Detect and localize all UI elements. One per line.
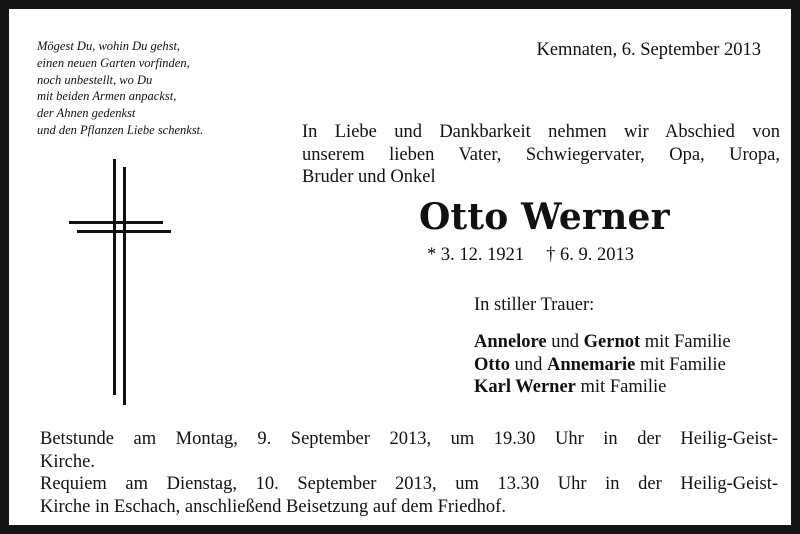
farewell-line: In Liebe und Dankbarkeit nehmen wir Abschied von [302,122,780,142]
farewell-text [302,121,780,189]
poem-line: einen neuen Garten vorfinden, [37,55,190,70]
mourner-entry [474,376,731,399]
mourners-list [474,331,731,399]
deceased-name: Otto Werner [419,196,670,238]
poem-line: Mögest Du, wohin Du gehst, [37,39,181,53]
poem-line: der Ahnen gedenkst [37,106,136,121]
mourner-name: Gernot [583,332,641,352]
life-dates [427,245,634,266]
service-notice [40,428,778,518]
notice-line: Requiem am Dienstag, 10. September 2013, um 13.30 Uhr in der Heilig-Geist- [40,474,778,494]
mourner-entry [474,331,731,354]
notice-line: Kirche. [40,451,95,472]
mourner-entry [474,354,731,377]
mourner-conj: und [546,332,584,352]
notice-line: Kirche in Eschach, anschließend Beisetzung auf dem Friedhof. [40,496,506,517]
mourning-label: In stiller Trauer: [474,295,595,315]
cross-icon [67,159,173,405]
mourner-suffix: mit Familie [640,332,731,352]
poem-line: und den Pflanzen Liebe schenkst. [37,122,204,137]
mourner-name: Karl Werner [474,377,576,397]
poem [37,38,203,139]
poem-line: noch unbestellt, wo Du [37,72,153,87]
place-date: Kemnaten, 6. September 2013 [536,40,761,60]
poem-line: mit beiden Armen anpackst, [37,89,177,104]
mourner-name: Annemarie [546,354,636,375]
mourner-suffix: mit Familie [635,354,726,375]
mourner-name: Otto [474,354,510,375]
mourner-name: Annelore [474,332,547,352]
mourner-suffix: mit Familie [575,377,667,397]
farewell-line: Bruder und Onkel [302,167,436,187]
death-date: † 6. 9. 2013 [546,245,634,265]
mourner-conj: und [509,354,547,375]
notice-line: Betstunde am Montag, 9. September 2013, um 19.30 Uhr in der Heilig-Geist- [40,429,778,449]
birth-date: * 3. 12. 1921 [427,245,525,265]
farewell-line: unserem lieben Vater, Schwiegervater, Opa, Uropa, [302,144,780,165]
